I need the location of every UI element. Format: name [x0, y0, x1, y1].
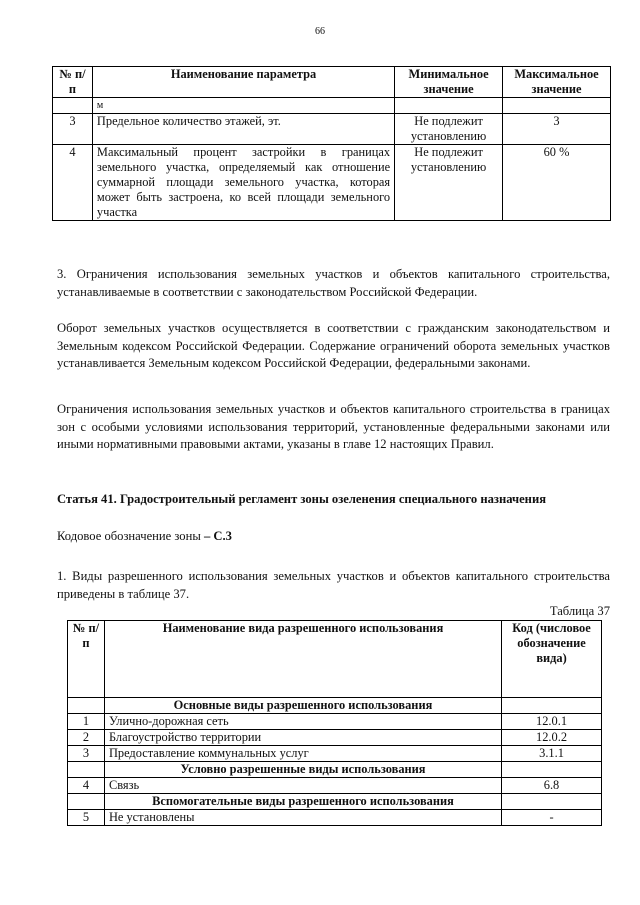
row-min: Не подлежит установлению: [395, 114, 503, 145]
row-number: 2: [68, 730, 105, 746]
header-code: Код (числовое обозначение вида): [502, 621, 602, 698]
section-title-auxiliary: Вспомогательные виды разрешенного использования: [104, 794, 501, 810]
row-name: Благоустройство территории: [104, 730, 501, 746]
page-number: 66: [315, 26, 325, 37]
row-max: 60 %: [503, 145, 611, 221]
paragraph-special-zones: Ограничения использования земельных участков и объектов капитального строительства в границах зон с особыми условиями использования территорий, установленные федеральными законами или иными нормативными правовыми актами, указаны в главе 12 настоящих Правил.: [57, 402, 610, 452]
table-row: [68, 746, 602, 762]
table-row: [68, 730, 602, 746]
header-number: № п/ п: [68, 621, 105, 698]
section-row-conditional: [68, 762, 602, 778]
row-name: Максимальный процент застройки в границах земельного участка, определяемый как отношение суммарной площади земельного участка, которая может быть застроена, ко всей площади земельного участка: [92, 145, 394, 221]
table-row: [68, 714, 602, 730]
table-row: [53, 114, 611, 145]
paragraph-turnover: Оборот земельных участков осуществляется в соответствии с гражданским законодательством и Земельным кодексом Российской Федерации. Содержание ограничений оборота земельных участков устанавливается Земельным кодексом Российской Федерации, федеральными законами.: [57, 321, 610, 371]
row-number: 3: [53, 114, 93, 145]
row-code: 6.8: [502, 778, 602, 794]
continuation-fragment: м: [92, 98, 394, 114]
row-number: 3: [68, 746, 105, 762]
row-number: 1: [68, 714, 105, 730]
header-usage-name: Наименование вида разрешенного использования: [104, 621, 501, 698]
table-row: [53, 145, 611, 221]
parameters-table: [52, 66, 611, 221]
table-header-row: [53, 67, 611, 98]
table-row: [53, 98, 611, 114]
row-number: 5: [68, 810, 105, 826]
zone-code: [57, 528, 610, 546]
article-title: Статья 41. Градостроительный регламент зоны озеленения специального назначения: [57, 492, 547, 506]
row-code: 3.1.1: [502, 746, 602, 762]
row-min: Не подлежит установлению: [395, 145, 503, 221]
row-name: Связь: [104, 778, 501, 794]
row-name: Не установлены: [104, 810, 501, 826]
row-max: 3: [503, 114, 611, 145]
header-min: Минимальное значение: [395, 67, 503, 98]
paragraph-usage-types: 1. Виды разрешенного использования земельных участков и объектов капитального строительства приведены в таблице 37.: [57, 569, 610, 601]
section-title-conditional: Условно разрешенные виды использования: [104, 762, 501, 778]
row-number: 4: [53, 145, 93, 221]
row-name: Предоставление коммунальных услуг: [104, 746, 501, 762]
table-caption: Таблица 37: [549, 604, 610, 618]
section-row-auxiliary: [68, 794, 602, 810]
table-header-row: [68, 621, 602, 698]
row-code: 12.0.2: [502, 730, 602, 746]
zone-code-label: Кодовое обозначение зоны: [57, 529, 204, 543]
zone-code-value: – С.3: [203, 529, 232, 543]
row-code: 12.0.1: [502, 714, 602, 730]
row-name: Улично-дорожная сеть: [104, 714, 501, 730]
paragraph-restrictions: 3. Ограничения использования земельных участков и объектов капитального строительства, устанавливаемые в соответствии с законодательством Российской Федерации.: [57, 267, 610, 299]
section-title-main: Основные виды разрешенного использования: [104, 698, 501, 714]
header-number: № п/п: [53, 67, 93, 98]
header-max: Максимальное значение: [503, 67, 611, 98]
row-code: -: [502, 810, 602, 826]
row-number: 4: [68, 778, 105, 794]
section-row-main: [68, 698, 602, 714]
row-name: Предельное количество этажей, эт.: [92, 114, 394, 145]
header-parameter: Наименование параметра: [92, 67, 394, 98]
table-row: [68, 810, 602, 826]
table-row: [68, 778, 602, 794]
usage-types-table: [67, 620, 602, 826]
